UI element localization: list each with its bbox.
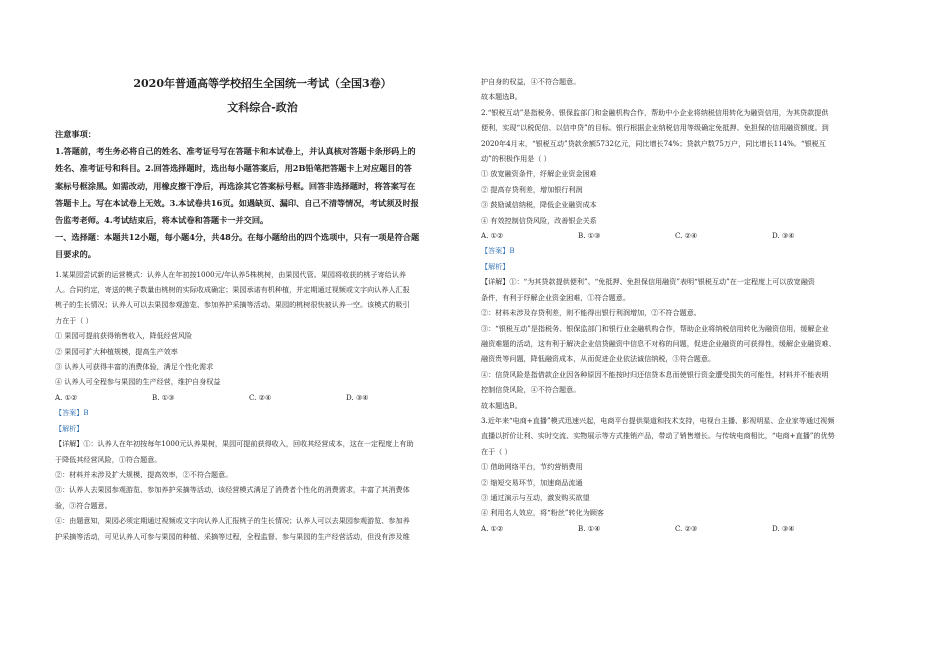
question-1-answer: 【答案】B	[55, 408, 89, 418]
question-1-stem: 力在于（ ）	[55, 315, 93, 325]
question-1-option: ③ 认养人可获得丰富的消费体验，满足个性化需求	[55, 362, 214, 372]
question-1-option: ④ 认养人可全程参与果园的生产经营，维护自身权益	[55, 377, 221, 387]
question-1-choices	[55, 390, 470, 405]
question-1-detail: ④：由题意知，果园必须定期通过视频或文字向认养人汇报桃子的生长情况；认养人可以去果园参观游览、参加养	[55, 516, 410, 526]
section-heading: 一、选择题：本题共12小题，每小题4分，共48分。在每小题给出的四个选项中，只有一项是符合题	[55, 232, 420, 243]
question-3-option: ② 缩短交易环节，加速商品流通	[481, 477, 583, 487]
question-1-detail: 于降低其经营风险，①符合题意。	[55, 454, 162, 464]
question-1-stem: 1.某果园尝试新的运营模式：认养人在年初按1000元/年认养5株桃树，由果园代管。果园将收获的桃子寄给认养	[55, 269, 406, 279]
notice-line: 姓名、准考证号和科目。2.回答选择题时，选出每小题答案后，用2B铅笔把答题卡上对应题目的答	[55, 163, 412, 174]
choice-b: B. ①④	[578, 523, 601, 533]
question-1-detail: 验，③符合题意。	[55, 500, 112, 510]
section-heading: 目要求的。	[55, 249, 96, 260]
question-1-detail: 护自身的权益，④不符合题意。	[481, 77, 581, 86]
question-1-detail: 护采摘等活动，可见认养人可参与果园的种植、采摘等过程，全程监督、参与果园的生产经营活动，但没有涉及维	[55, 531, 410, 541]
notice-line: 案标号框涂黑。如需改动，用橡皮擦干净后，再选涂其它答案标号框。回答非选择题时，将答案写在	[55, 180, 416, 191]
choice-c: C. ②④	[675, 231, 698, 241]
question-2-conclusion: 故本题选B。	[481, 400, 522, 410]
choice-b: B. ①③	[578, 231, 601, 241]
question-2-detail: 融资贵等问题，降低融资成本，从而促进企业依法诚信纳税，③符合题意。	[481, 354, 716, 364]
question-2-option: ① 放宽融资条件，纾解企业资金困难	[481, 169, 597, 179]
left-column	[55, 74, 470, 544]
exam-subtitle: 文科综合-政治	[227, 101, 298, 114]
choice-a: A. ①②	[481, 231, 504, 241]
question-3-option: ① 借助网络平台，节约营销费用	[481, 462, 583, 472]
question-1-analysis-label: 【解析】	[55, 423, 84, 433]
notice-line: 答题卡上。写在本试卷上无效。3.本试卷共16页。如遇缺页、漏印、自己不清等情况，考试须及时报	[55, 197, 419, 208]
question-1-detail: ③：认养人去果园参观游览、参加养护采摘等活动，该经营模式满足了消费者个性化的消费需求，丰富了其消费体	[55, 485, 410, 495]
question-2-analysis-label: 【解析】	[481, 261, 510, 271]
question-2-stem: 动”的积极作用是（ ）	[481, 154, 551, 164]
exam-title: 2020年普通高等学校招生全国统一考试（全国3卷）	[133, 77, 392, 90]
choice-c: C. ②④	[249, 392, 272, 402]
question-2-detail: ③：“银税互动”是指税务、银保监部门和银行业金融机构合作，帮助企业将纳税信用转化为融资信用，缓解企业	[481, 323, 829, 333]
question-2-answer: 【答案】B	[481, 246, 515, 256]
question-1-stem: 桃子的生长情况；认养人可以去果园参观游览、参加养护采摘等活动。果园的桃树很快被认养一空。该模式的吸引	[55, 300, 410, 310]
question-2-stem: 2.“银税互动”是指税务、银保监部门和金融机构合作，帮助中小企业将纳税信用转化为融资信用，为其贷款提供	[481, 107, 829, 117]
question-3-stem: 3.近年来“电商+直播”模式迅速兴起，电商平台提供渠道和技术支持，电视台主播、影视明星、企业家等通过视频	[481, 415, 835, 425]
notice-line: 1.答题前，考生务必将自己的姓名、准考证号写在答题卡和本试卷上，并认真核对答题卡条形码上的	[55, 146, 416, 157]
question-2-detail: 融资难题的活动，这有利于解决企业信贷融资中信息不对称的问题，促进企业融资的可获得性，缓解企业融资难、	[481, 338, 836, 348]
choice-a: A. ①②	[55, 392, 78, 402]
choice-d: D. ③④	[346, 392, 369, 402]
question-2-detail: ②：材料未涉及存贷利差，则不能得出银行利润增加，②不符合题意。	[481, 308, 701, 318]
choice-b: B. ①③	[152, 392, 175, 402]
question-2-detail: 条件，有利于纾解企业资金困难，①符合题意。	[481, 292, 630, 302]
notice-heading: 注意事项：	[55, 129, 96, 139]
question-2-detail: 【详解】①：“为其贷款提供便利”、“免抵押、免担保信用融资”表明“银税互动”在一定程度上可以放宽融资	[481, 277, 815, 287]
question-1-stem: 人。合同约定，寄送的桃子数量由桃树的实际收成确定；果园承诺有机种植，并定期通过视频或文字向认养人汇报	[55, 285, 410, 295]
question-2-option: ② 提高存贷利差，增加银行利润	[481, 184, 583, 194]
question-3-choices	[481, 521, 896, 536]
question-2-option: ④ 有效控制信贷风险，改善银企关系	[481, 215, 597, 225]
question-1-option: ② 果园可扩大种植规模，提高生产效率	[55, 346, 178, 356]
choice-c: C. ②③	[675, 523, 698, 533]
choice-a: A. ①②	[481, 523, 504, 533]
question-1-detail: ②：材料并未涉及扩大规模、提高效率，②不符合题意。	[55, 469, 233, 479]
question-2-option: ③ 鼓励诚信纳税，降低企业融资成本	[481, 200, 597, 210]
question-3-stem: 在于（ ）	[481, 446, 512, 456]
question-1-conclusion: 故本题选B。	[481, 92, 522, 102]
choice-d: D. ③④	[772, 523, 795, 533]
question-3-option: ③ 通过演示与互动，激发购买欲望	[481, 492, 590, 502]
question-2-stem: 2020年4月末，“银税互动”贷款余额5732亿元，同比增长74%；贷款户数75万户，同比增长114%。“银税互	[481, 138, 826, 148]
choice-d: D. ③④	[772, 231, 795, 241]
question-2-stem: 便利，实现“以税促信、以信申贷”的目标。银行根据企业纳税信用等级确定免抵押、免担保的信用融资额度。到	[481, 123, 829, 133]
question-3-option: ④ 利用名人效应，将“粉丝”转化为顾客	[481, 508, 605, 518]
question-2-choices	[481, 228, 896, 243]
question-3-stem: 直播以折价让利、实时交流、实物展示等方式推销产品，带动了销售增长。与传统电商相比，“电商+直播”的优势	[481, 431, 835, 441]
question-1-detail: 【详解】①：认养人在年初按每年1000元认养果树，果园可提前获得收入，回收其经营成本，这在一定程度上有助	[55, 439, 414, 449]
question-2-detail: ④：信贷风险是指借款企业因各种原因不能按时归还信贷本息而使银行资金遭受损失的可能性，材料并不能表明	[481, 369, 829, 379]
notice-line: 告监考老师。4.考试结束后，将本试卷和答题卡一并交回。	[55, 215, 269, 226]
question-1-option: ① 果园可提前获得销售收入，降低经营风险	[55, 331, 193, 341]
question-2-detail: 控制信贷风险，④不符合题意。	[481, 385, 581, 395]
right-column	[481, 74, 896, 536]
